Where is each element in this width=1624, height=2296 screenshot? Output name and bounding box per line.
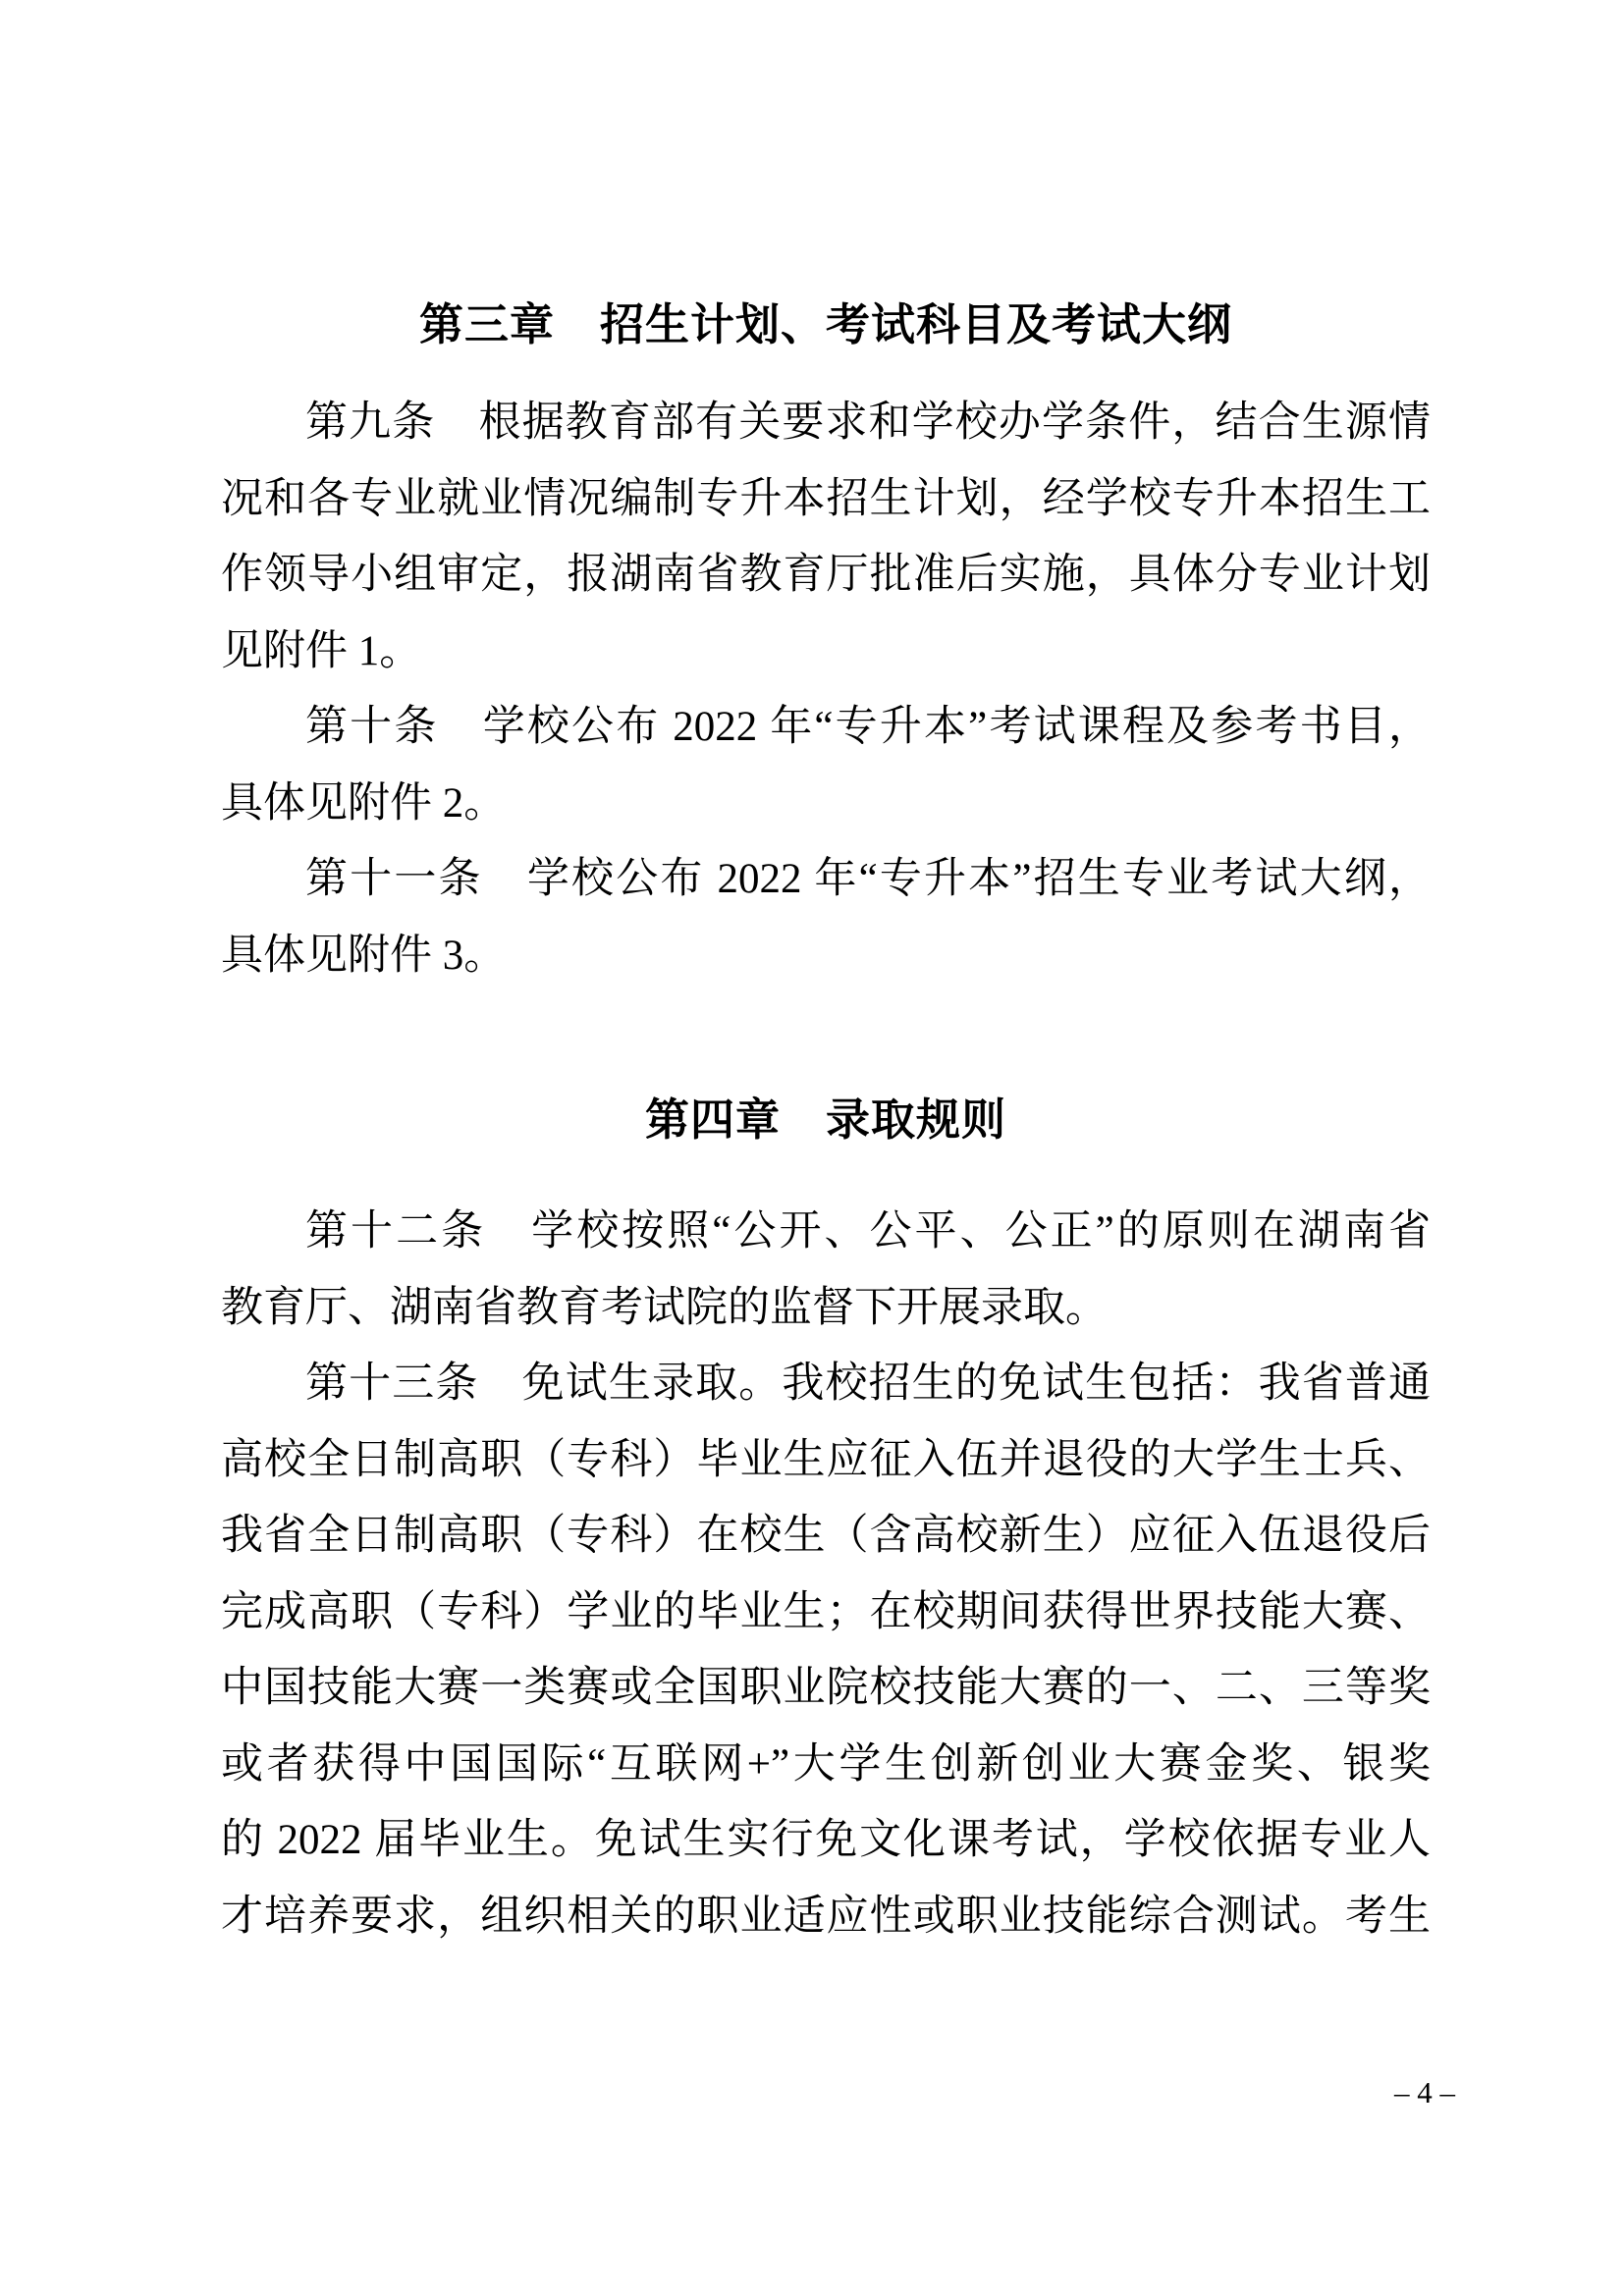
article-13-line: 中国技能大赛一类赛或全国职业院校技能大赛的一、二、三等奖 bbox=[221, 1665, 1431, 1711]
article-10-line: 具体见附件 2。 bbox=[221, 779, 507, 827]
document-content bbox=[221, 293, 1431, 1954]
article-11-line: 具体见附件 3。 bbox=[221, 932, 507, 979]
article-12-line: 第十二条 学校按照“公开、公平、公正”的原则在湖南省 bbox=[305, 1208, 1431, 1255]
chapter-3-heading: 第三章 招生计划、考试科目及考试大纲 bbox=[418, 298, 1232, 350]
article-9-line: 见附件 1。 bbox=[221, 627, 422, 674]
article-10-line: 第十条 学校公布 2022 年“专升本”考试课程及参考书目， bbox=[305, 704, 1431, 750]
article-13-line: 我省全日制高职（专科）在校生（含高校新生）应征入伍退役后 bbox=[221, 1513, 1431, 1559]
article-9-line: 况和各专业就业情况编制专升本招生计划，经学校专升本招生工 bbox=[221, 475, 1431, 522]
article-13-line: 的 2022 届毕业生。免试生实行免文化课考试，学校依据专业人 bbox=[221, 1817, 1431, 1863]
article-9-line: 第九条 根据教育部有关要求和学校办学条件，结合生源情 bbox=[305, 400, 1431, 446]
article-12-line: 教育厅、湖南省教育考试院的监督下开展录取。 bbox=[221, 1284, 1108, 1331]
article-11-line: 第十一条 学校公布 2022 年“专升本”招生专业考试大纲， bbox=[305, 856, 1431, 902]
article-13-line: 才培养要求，组织相关的职业适应性或职业技能综合测试。考生 bbox=[221, 1893, 1431, 1940]
article-13-line: 或者获得中国国际“互联网+”大学生创新创业大赛金奖、银奖 bbox=[221, 1740, 1431, 1788]
chapter-4-heading: 第四章 录取规则 bbox=[644, 1094, 1006, 1146]
page-number: – 4 – bbox=[1394, 2075, 1455, 2109]
article-13-line: 完成高职（专科）学业的毕业生；在校期间获得世界技能大赛、 bbox=[221, 1588, 1431, 1635]
article-13-line: 第十三条 免试生录取。我校招生的免试生包括：我省普通 bbox=[305, 1361, 1431, 1407]
article-9-line: 作领导小组审定，报湖南省教育厅批准后实施，具体分专业计划 bbox=[221, 552, 1431, 598]
article-13-line: 高校全日制高职（专科）毕业生应征入伍并退役的大学生士兵、 bbox=[221, 1436, 1431, 1483]
